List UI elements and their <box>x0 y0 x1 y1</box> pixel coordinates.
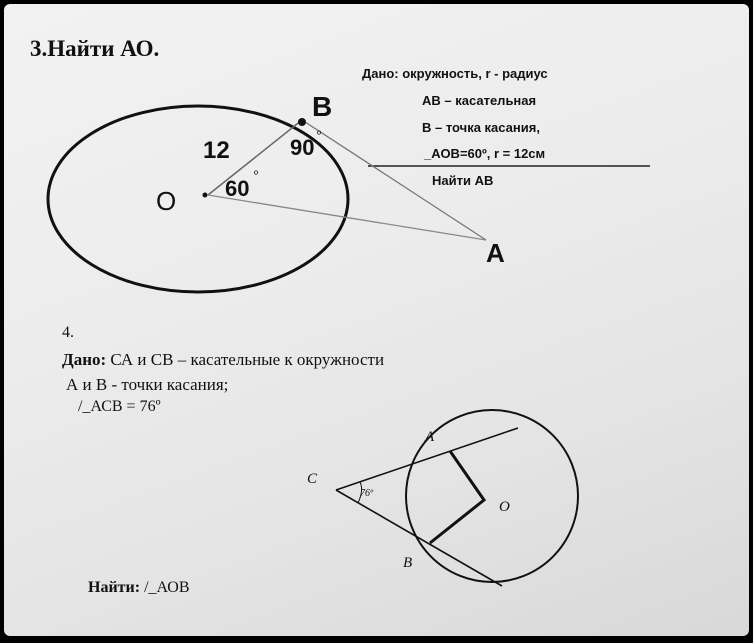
problem3-given-line3: В – точка касания, <box>422 120 540 135</box>
problem3-find: Найти АВ <box>432 173 494 188</box>
problem4-label-B: B <box>403 555 413 571</box>
problem4-given-label: Дано: <box>62 350 107 369</box>
problem4-find-label: Найти: <box>88 579 141 596</box>
problem3-label-O: O <box>156 186 177 216</box>
problem3-angle-right-label: 90 <box>290 135 315 160</box>
problem4-radii-OAOB <box>430 451 484 543</box>
problem4-label-C: C <box>307 471 318 487</box>
problem3-label-B: B <box>312 91 333 122</box>
problem3-given-line1: Дано: окружность, r - радиус <box>362 66 548 81</box>
problem4-label-A: A <box>425 429 435 445</box>
problem3-angle-center-label: 60 <box>225 176 250 201</box>
problem4-number: 4. <box>62 324 74 341</box>
problem3-given-line2: АВ – касательная <box>422 93 537 108</box>
problem3-angle-center-degree: º <box>254 169 259 181</box>
problem4-label-O: O <box>499 499 510 515</box>
problem4-given-line2: А и В - точки касания; <box>66 375 229 394</box>
problem4-angle-label: 76º <box>360 488 374 499</box>
problem4-find-text: /_АОВ <box>140 579 190 596</box>
problem3-label-A: A <box>486 238 505 268</box>
problem3-circle <box>48 106 348 292</box>
problem3-radius-label: 12 <box>203 137 230 164</box>
problem3-title: 3.Найти АО. <box>30 36 160 61</box>
problem3-point-O <box>203 193 208 198</box>
problem3-tangent-BA <box>302 120 486 240</box>
problem4-given-text: СА и СВ – касательные к окружности <box>106 350 385 369</box>
problem3-angle-right-degree: º <box>317 129 322 141</box>
problem4-given-line3: /_АСВ = 76º <box>78 398 161 415</box>
problem3-given-line4: _АОВ=60º, r = 12см <box>424 146 546 161</box>
problem3-point-B <box>298 118 306 126</box>
